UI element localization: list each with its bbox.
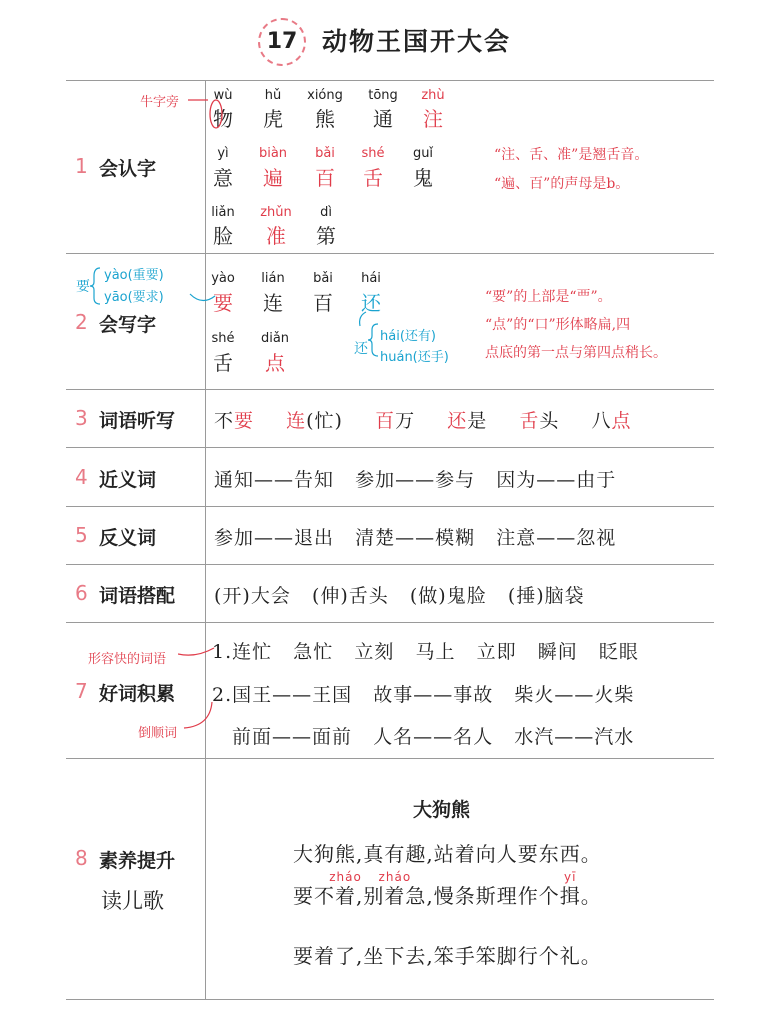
poem-line: 要不 zháo 着,别 zháo 着急,慢条斯理作个 yī 揖。 bbox=[293, 870, 602, 908]
dictation-row bbox=[214, 406, 631, 433]
divider bbox=[66, 758, 714, 759]
radical-note: 牛字旁 bbox=[140, 95, 180, 110]
dictation-word: 舌头 bbox=[519, 410, 560, 432]
section-title: 近义词 bbox=[99, 469, 157, 491]
antonyms-row: 参加——退出 清楚——模糊 注意——忽视 bbox=[214, 527, 617, 549]
section-title: 词语听写 bbox=[99, 410, 176, 432]
polyphone-reading: yào(重要) bbox=[104, 268, 164, 283]
pinyin: xióng bbox=[307, 88, 343, 103]
dictation-word: 还是 bbox=[447, 410, 488, 432]
divider bbox=[66, 506, 714, 507]
divider bbox=[66, 999, 714, 1000]
writing-note: “要”的上部是“覀”。 bbox=[485, 289, 612, 305]
section-number: 4 bbox=[75, 465, 88, 489]
pinyin: tōng bbox=[368, 88, 398, 103]
section-title: 会写字 bbox=[99, 314, 157, 336]
page-title: 动物王国开大会 bbox=[322, 27, 512, 56]
pinyin-annotation: yī bbox=[564, 870, 577, 884]
good-words-line: 1.连忙 急忙 立刻 马上 立即 瞬间 眨眼 bbox=[212, 641, 639, 663]
pinyin: diǎn bbox=[260, 331, 290, 346]
section-title: 词语搭配 bbox=[99, 585, 176, 607]
annotation-fast-words: 形容快的词语 bbox=[88, 652, 167, 667]
writing-note: 点底的第一点与第四点稍长。 bbox=[485, 345, 667, 361]
dictation-word: 连(忙) bbox=[286, 410, 343, 432]
dictation-word: 百万 bbox=[375, 410, 416, 432]
character: 还 bbox=[361, 291, 381, 315]
section-title: 会认字 bbox=[99, 158, 157, 180]
character: 遍 bbox=[263, 166, 283, 190]
collocations-row: (开)大会 (伸)舌头 (做)鬼脸 (捶)脑袋 bbox=[214, 585, 585, 607]
pinyin: yào bbox=[211, 271, 235, 286]
character: 舌 bbox=[213, 351, 233, 375]
section-number: 5 bbox=[75, 523, 88, 547]
pinyin: dì bbox=[320, 205, 332, 220]
character: 第 bbox=[316, 224, 336, 248]
polyphone-reading: yāo(要求) bbox=[104, 290, 164, 305]
pinyin: bǎi bbox=[313, 271, 333, 286]
character: 百 bbox=[315, 166, 335, 190]
section-number: 6 bbox=[75, 581, 88, 605]
synonyms-row: 通知——告知 参加——参与 因为——由于 bbox=[214, 469, 617, 491]
character: 意 bbox=[213, 166, 233, 190]
character: 鬼 bbox=[413, 166, 433, 190]
divider bbox=[66, 447, 714, 448]
character: 虎 bbox=[263, 107, 283, 131]
character: 舌 bbox=[363, 166, 383, 190]
polyphone-reading: hái(还有) bbox=[380, 329, 436, 344]
pinyin: zhù bbox=[421, 88, 445, 103]
character: 准 bbox=[266, 224, 286, 248]
pinyin: guǐ bbox=[412, 146, 434, 161]
pinyin: yì bbox=[217, 146, 229, 161]
poem-line: 大狗熊,真有趣,站着向人要东西。 bbox=[293, 842, 602, 866]
pinyin: wù bbox=[213, 88, 233, 103]
divider bbox=[66, 564, 714, 565]
poem-line: 要着了,坐下去,笨手笨脚行个礼。 bbox=[293, 944, 602, 968]
section-number: 1 bbox=[75, 154, 88, 178]
character: 连 bbox=[263, 291, 283, 315]
pinyin-annotation: zháo bbox=[378, 870, 412, 884]
character: 注 bbox=[423, 107, 443, 131]
section-title: 反义词 bbox=[99, 527, 157, 549]
pinyin: hǔ bbox=[264, 88, 282, 103]
polyphone-label: 还 bbox=[354, 341, 368, 357]
poem-title: 大狗熊 bbox=[413, 799, 471, 821]
polyphone-reading: huán(还手) bbox=[380, 350, 449, 365]
section-title: 素养提升 bbox=[99, 850, 176, 872]
pinyin: shé bbox=[361, 146, 385, 161]
pinyin: liǎn bbox=[211, 205, 235, 220]
good-words-line: 前面——面前 人名——名人 水汽——汽水 bbox=[232, 726, 635, 748]
character: 熊 bbox=[315, 107, 335, 131]
divider bbox=[66, 253, 714, 254]
pinyin: shé bbox=[211, 331, 235, 346]
character: 通 bbox=[373, 107, 393, 131]
radical-annotation bbox=[186, 94, 230, 134]
dictation-word: 八点 bbox=[591, 410, 632, 432]
section-number: 8 bbox=[75, 846, 88, 870]
writing-note: “点”的“口”形体略扁,四 bbox=[485, 317, 631, 333]
polyphone-label: 要 bbox=[76, 279, 90, 295]
divider bbox=[66, 622, 714, 623]
pinyin-annotation: zháo bbox=[329, 870, 362, 884]
lesson-number: 17 bbox=[266, 29, 298, 54]
divider bbox=[66, 389, 714, 390]
character: 百 bbox=[313, 291, 333, 315]
pinyin: hái bbox=[361, 271, 381, 286]
section-number: 3 bbox=[75, 406, 88, 430]
section-subtitle: 读儿歌 bbox=[101, 889, 164, 913]
character: 点 bbox=[265, 351, 285, 375]
pinyin: lián bbox=[261, 271, 285, 286]
character: 物 bbox=[213, 107, 233, 131]
divider bbox=[66, 80, 714, 81]
annotation-reverse-words: 倒顺词 bbox=[138, 726, 178, 741]
pinyin: zhǔn bbox=[260, 205, 292, 220]
pronunciation-note: “遍、百”的声母是b。 bbox=[494, 176, 630, 192]
pinyin: bǎi bbox=[315, 146, 335, 161]
pronunciation-note: “注、舌、准”是翘舌音。 bbox=[494, 147, 649, 163]
good-words-line: 2.国王——王国 故事——事故 柴火——火柴 bbox=[212, 684, 635, 706]
pinyin: biàn bbox=[258, 146, 288, 161]
dictation-word: 不要 bbox=[214, 410, 255, 432]
character: 要 bbox=[213, 291, 233, 315]
section-number: 2 bbox=[75, 310, 88, 334]
section-title: 好词积累 bbox=[99, 683, 176, 705]
lesson-badge bbox=[258, 18, 306, 66]
character: 脸 bbox=[213, 224, 233, 248]
section-number: 7 bbox=[75, 679, 88, 703]
